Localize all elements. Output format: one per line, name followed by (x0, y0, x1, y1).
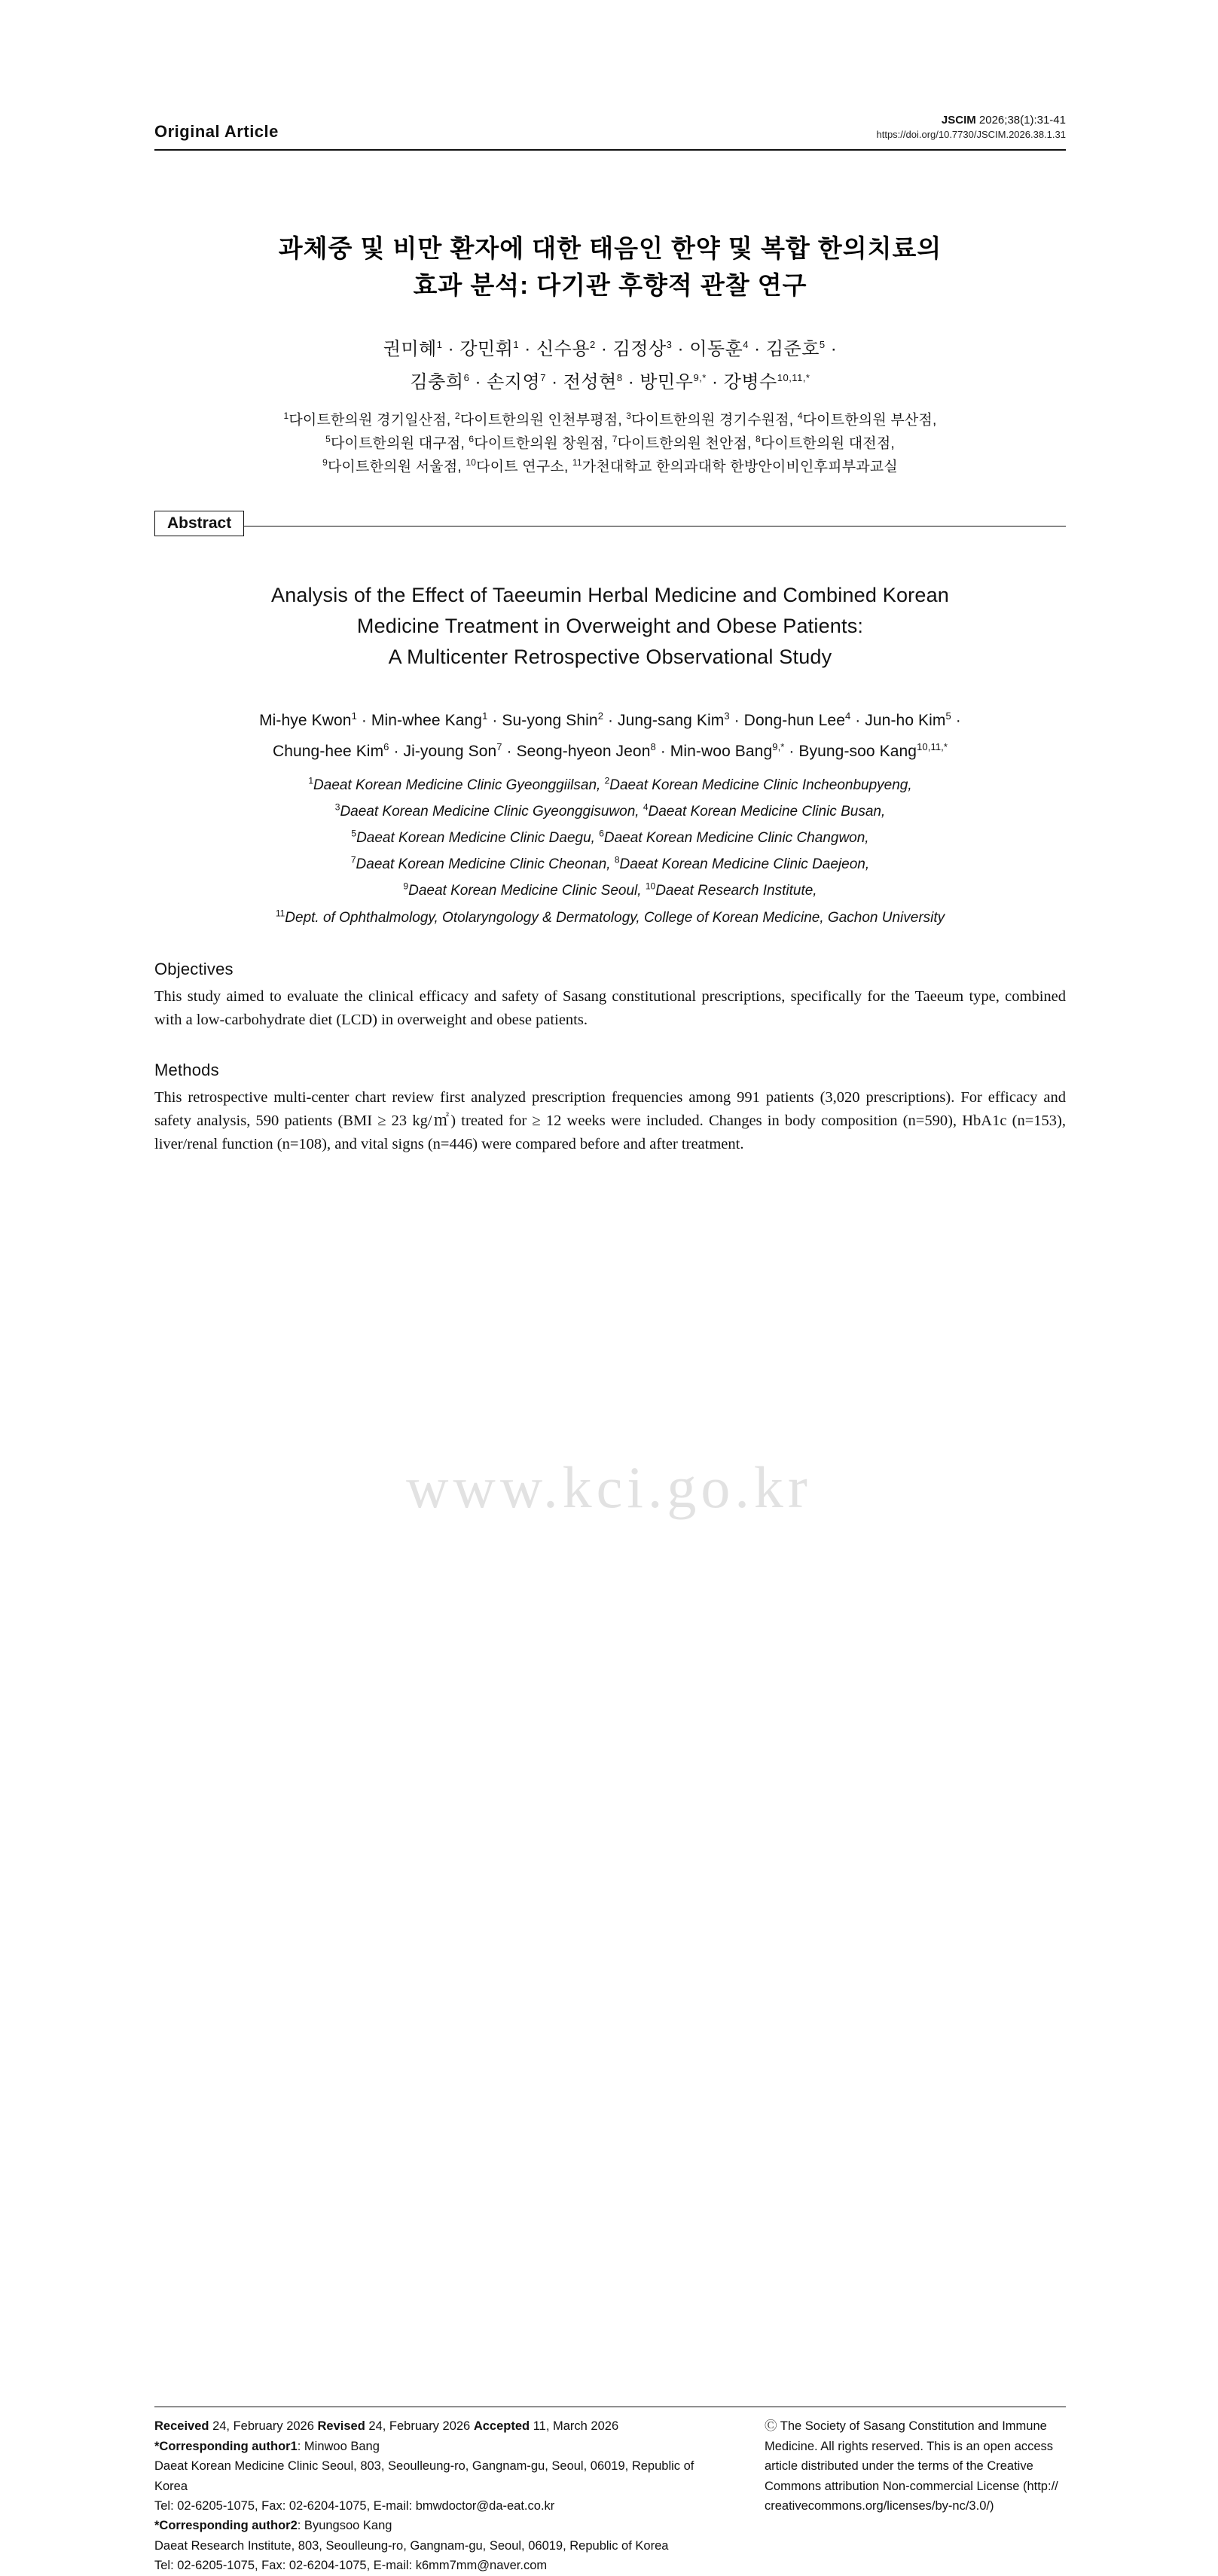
corresponding-author-2-address: Daeat Research Institute, 803, Seoulleung-ro, Gangnam-gu, Seoul, 06019, Republic of Korea (154, 2538, 669, 2553)
footer-correspondence (154, 2416, 716, 2575)
corresponding-author-2-name: : Byungsoo Kang (297, 2519, 392, 2533)
revised-date: 24, February 2026 (368, 2419, 471, 2434)
received-label: Received (154, 2419, 209, 2434)
section-heading-methods: Methods (154, 1060, 219, 1079)
english-affiliation-line-1: $^1$Daeat Korean Medicine Clinic Gyeonggiilsan, $^2$Daeat Korean Medicine Clinic Incheonbupyeng, (308, 775, 912, 793)
english-authors-line-2: Chung-hee Kim$^6$ · Ji-young Son$^7$ · Seong-hyeon Jeon$^8$ · Min-woo Bang$^{9,*}$ · Byung-soo Kang$^{10,11,*}$ (272, 740, 948, 760)
english-affiliation-line-6: $^{11}$Dept. of Ophthalmology, Otolaryngology & Dermatology, College of Korean Medicine, Gachon University (275, 908, 945, 926)
section-body-methods: This retrospective multi-center chart review first analyzed prescription frequencies among 991 patients (3,020 prescriptions). For efficacy and safety analysis, 590 patients (BMI ≥ 23 kg/㎡) treated for ≥ 12 weeks were included. Changes in body composition (n=590), HbA1c (n=153), liver/renal function (n=108), and vital signs (n=446) were compared before and after treatment. (154, 1088, 1066, 1153)
footer-dates (154, 2416, 716, 2436)
english-affiliation-line-2: $^3$Daeat Korean Medicine Clinic Gyeonggisuwon, $^4$Daeat Korean Medicine Clinic Busan, (334, 801, 886, 819)
english-title (154, 580, 1066, 673)
korean-authors-line-2: 김충희$^6$ · 손지영$^7$ · 전성현$^8$ · 방민우$^{9,*}$ · 강병수$^{10,11,*}$ (410, 372, 810, 393)
corresponding-author-2-label: *Corresponding author2 (154, 2519, 298, 2533)
korean-authors (154, 333, 1066, 400)
korean-authors-line-1: 권미혜$^1$ · 강민휘$^1$ · 신수용$^2$ · 김정상$^3$ · 이동훈$^4$ · 김준호$^5$ · (383, 338, 838, 359)
page-footer (154, 2407, 1066, 2575)
accepted-label: Accepted (473, 2419, 530, 2434)
paper-content (154, 113, 1066, 1156)
korean-title-line-1: 과체중 및 비만 환자에 대한 태음인 한약 및 복합 한의치료의 (278, 233, 942, 262)
corresponding-author-1 (154, 2437, 716, 2456)
journal-info (876, 113, 1066, 142)
corresponding-author-1-label: *Corresponding author1 (154, 2439, 298, 2453)
english-affiliation-line-4: $^7$Daeat Korean Medicine Clinic Cheonan, $^8$Daeat Korean Medicine Clinic Daejeon, (350, 854, 870, 873)
section-methods (154, 1061, 1066, 1156)
article-type-label: Original Article (154, 121, 279, 141)
korean-title-line-2: 효과 분석: 다기관 후향적 관찰 연구 (413, 271, 807, 300)
english-affiliations (154, 772, 1066, 931)
accepted-date: 11, March 2026 (533, 2419, 619, 2434)
revised-label: Revised (317, 2419, 365, 2434)
english-authors-line-1: Mi-hye Kwon$^1$ · Min-whee Kang$^1$ · Su-yong Shin$^2$ · Jung-sang Kim$^3$ · Dong-hun Lee$^4$ · Jun-ho Kim$^5$ · (259, 710, 961, 729)
journal-citation-line (876, 113, 1066, 128)
english-title-line-1: Analysis of the Effect of Taeeumin Herbal Medicine and Combined Korean (270, 583, 950, 606)
section-heading-objectives: Objectives (154, 959, 234, 978)
journal-abbrev: JSCIM (941, 114, 976, 127)
received-date: 24, February 2026 (212, 2419, 314, 2434)
corresponding-author-2-contact: Tel: 02-6205-1075, Fax: 02-6204-1075, E-mail: k6mm7mm@naver.com (154, 2559, 548, 2573)
page-header (154, 113, 1066, 151)
english-authors (154, 706, 1066, 768)
korean-affiliation-line-3: $^9$다이트한의원 서울점, $^{10}$다이트 연구소, $^{11}$가천대학교 한의과대학 한방안이비인후피부과교실 (322, 456, 898, 475)
footer-copyright: Ⓒ The Society of Sasang Constitution and Immune Medicine. All rights reserved. This is an open access article distributed under the terms of the Creative Commons attribution Non-commercial License (http:// creativecommons.org/licenses/by-nc/3.0/) (765, 2419, 1058, 2513)
journal-citation: 2026;38(1):31-41 (978, 114, 1066, 127)
english-affiliation-line-5: $^9$Daeat Korean Medicine Clinic Seoul, $^{10}$Daeat Research Institute, (403, 881, 817, 899)
korean-affiliation-line-1: $^1$다이트한의원 경기일산점, $^2$다이트한의원 인천부평점, $^3$다이트한의원 경기수원점, $^4$다이트한의원 부산점, (283, 410, 937, 428)
english-affiliation-line-3: $^5$Daeat Korean Medicine Clinic Daegu, $^6$Daeat Korean Medicine Clinic Changwon, (351, 828, 869, 847)
section-body-objectives: This study aimed to evaluate the clinical efficacy and safety of Sasang constitutional prescriptions, specifically for the Taeeum type, combined with a low-carbohydrate diet (LCD) in overweight and obese patients. (154, 987, 1066, 1028)
abstract-section-divider (154, 511, 1066, 542)
korean-title (154, 230, 1066, 304)
abstract-label: Abstract (154, 511, 244, 536)
section-objectives (154, 960, 1066, 1032)
korean-affiliation-line-2: $^5$다이트한의원 대구점, $^6$다이트한의원 창원점, $^7$다이트한의원 천안점, $^8$다이트한의원 대전점, (325, 433, 895, 451)
watermark: www.kci.go.kr (406, 1454, 812, 1520)
corresponding-author-1-address: Daeat Korean Medicine Clinic Seoul, 803, Seoulleung-ro, Gangnam-gu, Seoul, 06019, Republic of Korea (154, 2459, 694, 2493)
english-title-line-2: Medicine Treatment in Overweight and Obese Patients: (356, 614, 864, 637)
korean-affiliations (154, 409, 1066, 479)
corresponding-author-2 (154, 2516, 716, 2535)
corresponding-author-1-name: : Minwoo Bang (297, 2439, 380, 2453)
corresponding-author-1-contact: Tel: 02-6205-1075, Fax: 02-6204-1075, E-mail: bmwdoctor@da-eat.co.kr (154, 2499, 555, 2513)
doi-link[interactable]: https://doi.org/10.7730/JSCIM.2026.38.1.31 (876, 129, 1066, 141)
english-title-line-3: A Multicenter Retrospective Observational Study (388, 645, 832, 668)
